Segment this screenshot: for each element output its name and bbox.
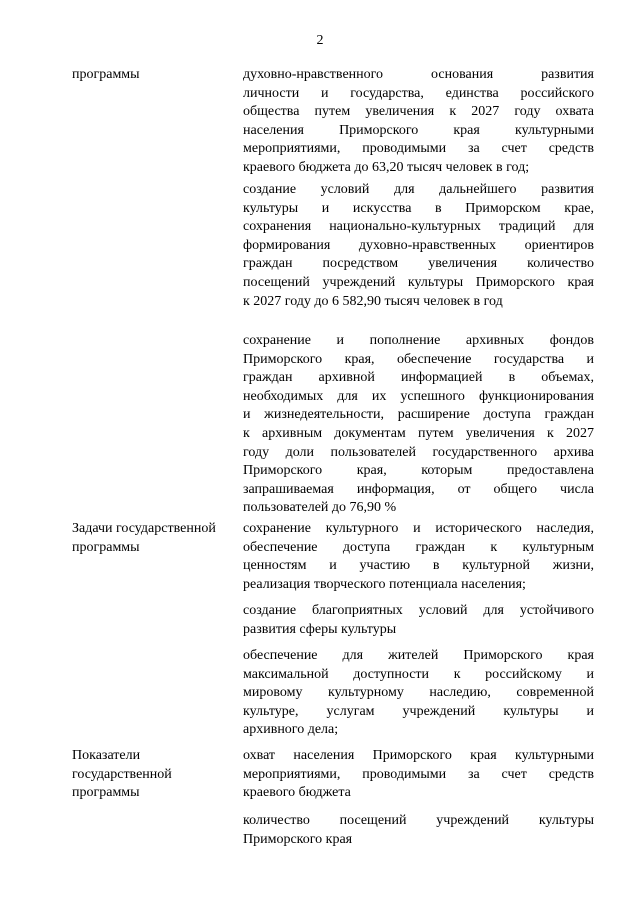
label-line: программы xyxy=(72,67,140,82)
text-line: мероприятиями, проводимыми за счет средств xyxy=(243,141,594,157)
text-line: запрашиваемая информация, от общего числа xyxy=(243,481,594,497)
goal-paragraph-2 xyxy=(243,181,594,311)
text-line: краевого бюджета xyxy=(243,785,351,801)
goal-paragraph-1 xyxy=(243,66,594,178)
text-line: необходимых для их успешного функционирования xyxy=(243,388,594,404)
text-line: количество посещений учреждений культуры xyxy=(243,813,594,828)
text-line: Приморского края, которым предоставлена xyxy=(243,463,594,479)
text-line: к архивным документам путем увеличения к 2027 xyxy=(243,425,594,441)
text-line: пользователей до 76,90 % xyxy=(243,500,397,516)
label-line: Показатели xyxy=(72,748,141,763)
text-line: обеспечение доступа граждан к культурным xyxy=(243,539,594,555)
text-line: архивного дела; xyxy=(243,722,339,738)
goal-paragraph-3 xyxy=(243,332,594,518)
text-line: населения Приморского края культурными xyxy=(243,122,594,138)
row-label-indicators xyxy=(72,747,242,803)
text-line: духовно-нравственного основания развития xyxy=(243,67,594,82)
text-line: сохранение культурного и исторического наследия, xyxy=(243,521,594,536)
text-line: создание условий для дальнейшего развития xyxy=(243,182,594,197)
text-line: формирования духовно-нравственных ориентиров xyxy=(243,237,594,253)
label-line: программы xyxy=(72,785,140,801)
text-line: культуры и искусства в Приморском крае, xyxy=(243,200,594,216)
label-line: государственной xyxy=(72,766,172,782)
row-label-goals-continued xyxy=(72,66,242,85)
text-line: к 2027 году до 6 582,90 тысяч человек в год xyxy=(243,293,503,309)
text-line: граждан посредством увеличения количество xyxy=(243,256,594,272)
indicator-paragraph-2 xyxy=(243,812,594,849)
text-line: развития сферы культуры xyxy=(243,621,397,637)
task-paragraph-2 xyxy=(243,602,594,639)
text-line: краевого бюджета до 63,20 тысяч человек в год; xyxy=(243,159,530,175)
task-paragraph-1 xyxy=(243,520,594,594)
text-line: Приморского края, обеспечение государства и xyxy=(243,351,594,367)
text-line: культуре, услугам учреждений культуры и xyxy=(243,703,594,719)
text-line: обеспечение для жителей Приморского края xyxy=(243,648,594,663)
text-line: граждан архивной информацией в объемах, xyxy=(243,370,594,386)
text-line: мировому культурному наследию, современной xyxy=(243,685,594,701)
label-line: программы xyxy=(72,539,140,555)
text-line: создание благоприятных условий для устойчивого xyxy=(243,603,594,618)
row-label-tasks xyxy=(72,520,242,557)
text-line: реализация творческого потенциала населения; xyxy=(243,576,526,592)
text-line: сохранения национально-культурных традиций для xyxy=(243,219,594,235)
text-line: и жизнедеятельности, расширение доступа граждан xyxy=(243,407,594,423)
text-line: ценностям и участию в культурной жизни, xyxy=(243,558,594,574)
task-paragraph-3 xyxy=(243,647,594,740)
indicator-paragraph-1 xyxy=(243,747,594,803)
text-line: охват населения Приморского края культурными xyxy=(243,748,594,763)
text-line: сохранение и пополнение архивных фондов xyxy=(243,333,594,348)
text-line: общества путем увеличения к 2027 году охвата xyxy=(243,104,594,120)
text-line: личности и государства, единства российского xyxy=(243,85,594,101)
text-line: году доли пользователей государственного архива xyxy=(243,444,594,460)
page-number: 2 xyxy=(316,33,324,48)
text-line: максимальной доступности к российскому и xyxy=(243,666,594,682)
text-line: Приморского края xyxy=(243,831,353,847)
text-line: мероприятиями, проводимыми за счет средств xyxy=(243,766,594,782)
label-line: Задачи государственной xyxy=(72,521,216,536)
text-line: посещений учреждений культуры Приморского края xyxy=(243,274,594,290)
